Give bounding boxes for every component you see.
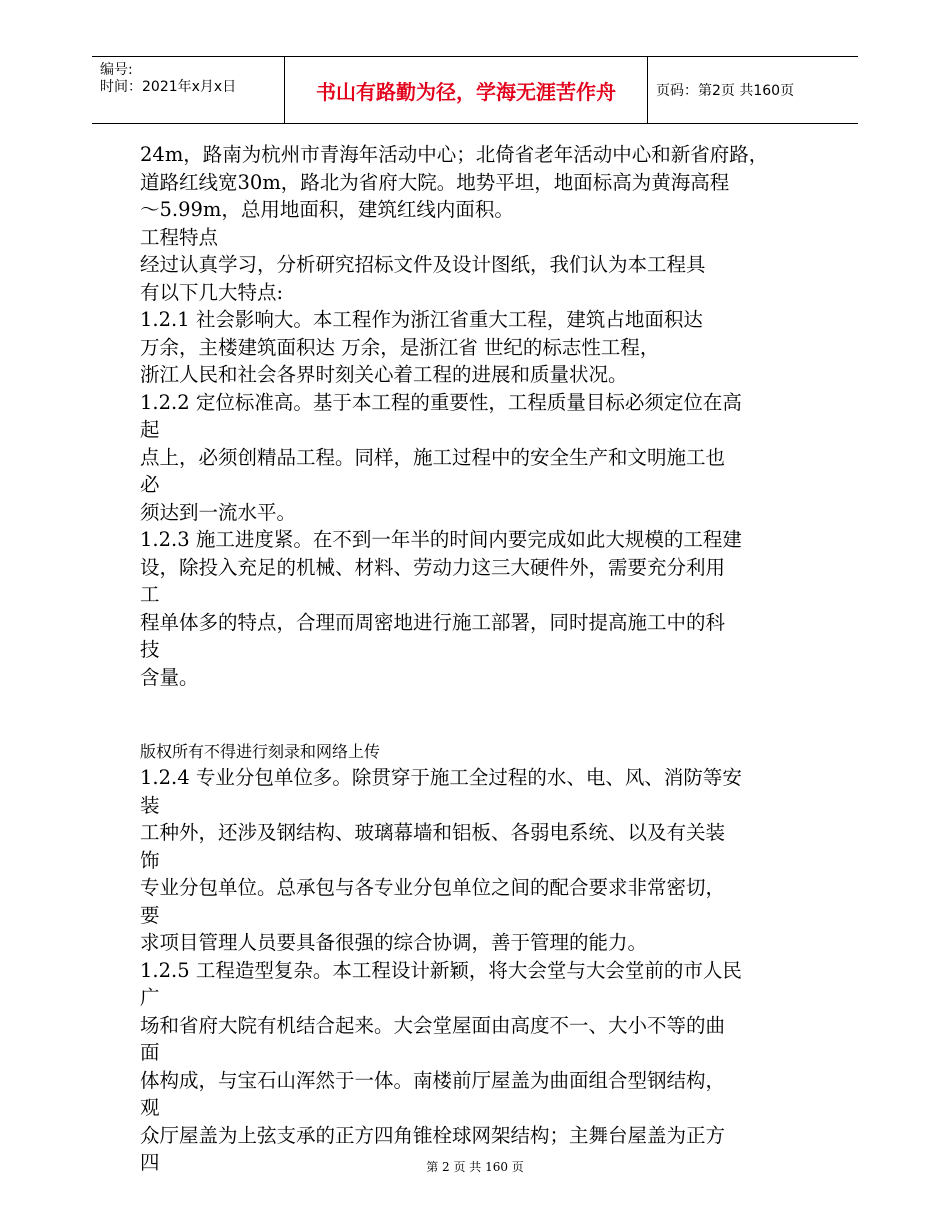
text-line: 1.2.4 专业分包单位多。除贯穿于施工全过程的水、电、风、消防等安 — [140, 766, 742, 789]
doc-date: 时间：2021年x月x日 — [100, 79, 237, 95]
text-line: 有以下几大特点: — [140, 280, 284, 304]
text-line: 专业分包单位。总承包与各专业分包单位之间的配合要求非常密切， — [140, 876, 726, 899]
text-line: 道路红线宽30m，路北为省府大院。地势平坦，地面标高为黄海高程 — [140, 170, 730, 194]
spacer — [140, 691, 820, 739]
text-line: 技 — [140, 638, 160, 661]
text-line: 四 — [140, 1151, 160, 1174]
page-footer: 第 2 页 共 160 页 — [426, 1160, 524, 1174]
text-line: 设，除投入充足的机械、材料、劳动力这三大硬件外，需要充分利用 — [140, 555, 726, 579]
header-meta — [92, 57, 285, 123]
text-line: 点上，必须创精品工程。同样，施工过程中的安全生产和文明施工也 — [140, 445, 726, 469]
text-line: 场和省府大院有机结合起来。大会堂屋面由高度不一、大小不等的曲 — [140, 1013, 726, 1037]
text-line: 起 — [140, 418, 160, 441]
text-line: 求项目管理人员要具备很强的综合协调，善于管理的能力。 — [140, 931, 648, 954]
text-line: 面 — [140, 1041, 160, 1064]
text-line: 饰 — [140, 848, 160, 872]
text-line: 观 — [140, 1096, 160, 1119]
text-line: ～5.99m，总用地面积，建筑红线内面积。 — [140, 198, 514, 221]
text-line: 1.2.2 定位标准高。基于本工程的重要性，工程质量目标必须定位在高 — [140, 390, 742, 414]
text-block-2 — [140, 764, 820, 1177]
text-line: 浙江人民和社会各界时刻关心着工程的进展和质量状况。 — [140, 363, 628, 386]
text-line: 要 — [140, 903, 160, 927]
text-line: 程单体多的特点，合理而周密地进行施工部署，同时提高施工中的科 — [140, 610, 726, 634]
text-line: 1.2.1 社会影响大。本工程作为浙江省重大工程，建筑占地面积达 — [140, 308, 703, 331]
text-line: 工种外，还涉及钢结构、玻璃幕墙和铝板、各弱电系统、以及有关装 — [140, 821, 726, 844]
text-line: 须达到一流水平。 — [140, 500, 297, 524]
text-line: 1.2.5 工程造型复杂。本工程设计新颖，将大会堂与大会堂前的市人民 — [140, 958, 742, 982]
text-line: 广 — [140, 986, 160, 1009]
document-body — [140, 141, 820, 1177]
text-line: 众厅屋盖为上弦支承的正方四角锥栓球网架结构；主舞台屋盖为正方 — [140, 1123, 726, 1147]
text-line: 万余，主楼建筑面积达 万余，是浙江省 世纪的标志性工程， — [140, 335, 660, 359]
text-line: 1.2.3 施工进度紧。在不到一年半的时间内要完成如此大规模的工程建 — [140, 528, 742, 551]
copyright-notice: 版权所有不得进行刻录和网络上传 — [140, 742, 381, 761]
text-line: 体构成，与宝石山浑然于一体。南楼前厅屋盖为曲面组合型钢结构， — [140, 1068, 726, 1092]
header-page-info: 页码：第2页 共160页 — [656, 83, 795, 99]
text-block-1 — [140, 141, 820, 691]
text-line: 工 — [140, 583, 160, 606]
text-line: 经过认真学习，分析研究招标文件及设计图纸，我们认为本工程具 — [140, 253, 706, 276]
header-motto: 书山有路勤为径，学海无涯苦作舟 — [285, 57, 648, 123]
page-header — [92, 56, 858, 124]
text-line: 必 — [140, 473, 160, 496]
text-line: 24m，路南为杭州市青海年活动中心；北倚省老年活动中心和新省府路， — [140, 143, 769, 166]
text-line: 含量。 — [140, 665, 199, 689]
doc-number-label: 编号: — [100, 62, 133, 78]
section-heading: 工程特点 — [140, 225, 219, 249]
text-line: 装 — [140, 793, 160, 817]
